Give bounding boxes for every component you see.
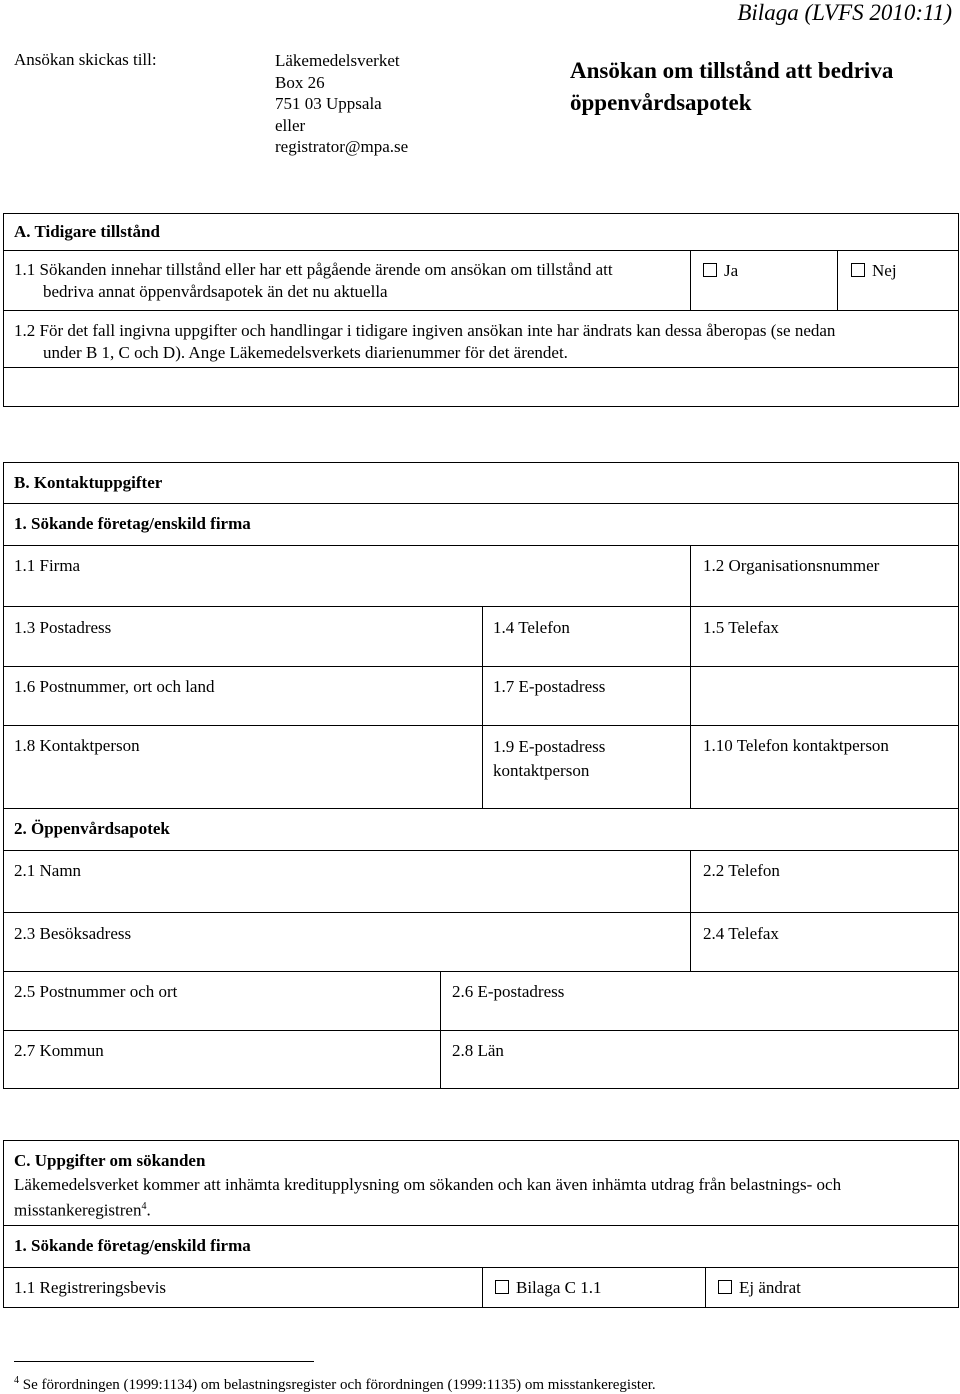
field-2-6-epostadress[interactable]: 2.6 E-postadress [452,982,565,1001]
diarienummer-field[interactable] [5,369,957,405]
field-1-6-postnummer[interactable]: 1.6 Postnummer, ort och land [14,677,215,696]
field-1-1-firma[interactable]: 1.1 Firma [14,556,81,575]
section-c-intro: Läkemedelsverket kommer att inhämta kreditupplysning om sökanden och kan även inhämta utdrag från belastnings- och misstankeregistren$^4$. [14,1175,842,1220]
bilaga-label: Bilaga (LVFS 2010:11) [737,0,952,25]
option-ja[interactable]: Ja [703,260,738,282]
send-to-label: Ansökan skickas till: [14,50,157,69]
footnote-divider [14,1361,314,1362]
section-b-sub2-heading: 2. Öppenvårdsapotek [14,819,170,838]
address-line: 751 03 Uppsala [275,94,382,113]
field-2-3-besoksadress[interactable]: 2.3 Besöksadress [14,924,132,943]
section-a-heading: A. Tidigare tillstånd [14,222,160,241]
footnote: $^4$ Se förordningen (1999:1134) om belastningsregister och förordningen (1999:1135) om misstankeregister. [14,1375,656,1393]
section-b-sub1-heading: 1. Sökande företag/enskild firma [14,514,251,533]
field-2-2-telefon[interactable]: 2.2 Telefon [703,861,780,880]
form-title: Ansökan om tillstånd att bedriva öppenvårdsapotek [570,58,894,115]
field-1-9-epost-kontaktperson[interactable]: 1.9 E-postadress kontaktperson [493,737,606,780]
checkbox-ej-andrat[interactable] [718,1280,732,1294]
recipient-address [275,50,408,158]
address-line: eller [275,115,306,135]
field-c-1-1-registreringsbevis: 1.1 Registreringsbevis [14,1278,167,1297]
field-2-1-namn[interactable]: 2.1 Namn [14,861,82,880]
checkbox-ja[interactable] [703,263,717,277]
checkbox-nej[interactable] [851,263,865,277]
field-1-2-organisationsnummer[interactable]: 1.2 Organisationsnummer [703,556,880,575]
field-2-7-kommun[interactable]: 2.7 Kommun [14,1041,104,1060]
question-1-1: 1.1 Sökanden innehar tillstånd eller har ett pågående ärende om ansökan om tillstånd att bedriva annat öppenvårdsapotek än det nu aktuella [14,260,613,301]
section-b-heading: B. Kontaktuppgifter [14,473,163,492]
address-line: Box 26 [275,72,325,92]
field-2-4-telefax[interactable]: 2.4 Telefax [703,924,779,943]
field-1-8-kontaktperson[interactable]: 1.8 Kontaktperson [14,736,140,755]
field-1-5-telefax[interactable]: 1.5 Telefax [703,618,779,637]
field-1-10-telefon-kontaktperson[interactable]: 1.10 Telefon kontaktperson [703,736,889,755]
option-ej-andrat[interactable]: Ej ändrat [718,1277,801,1299]
section-c-heading: C. Uppgifter om sökanden [14,1151,206,1170]
field-2-8-lan[interactable]: 2.8 Län [452,1041,504,1060]
section-c-sub1-heading: 1. Sökande företag/enskild firma [14,1236,251,1255]
field-1-7-epostadress[interactable]: 1.7 E-postadress [493,677,606,696]
address-email: registrator@mpa.se [275,137,409,156]
field-1-3-postadress[interactable]: 1.3 Postadress [14,618,112,637]
field-2-5-postnummer-ort[interactable]: 2.5 Postnummer och ort [14,982,178,1001]
field-1-4-telefon[interactable]: 1.4 Telefon [493,618,570,637]
question-1-2: 1.2 För det fall ingivna uppgifter och handlingar i tidigare ingiven ansökan inte har ändrats kan dessa åberopas (se nedan under B 1, C och D). Ange Läkemedelsverkets diarienummer för det ärendet. [14,321,836,362]
option-nej[interactable]: Nej [851,260,897,282]
address-line: Läkemedelsverket [275,51,400,70]
option-bilaga-c-1-1[interactable]: Bilaga C 1.1 [495,1277,601,1299]
checkbox-bilaga[interactable] [495,1280,509,1294]
